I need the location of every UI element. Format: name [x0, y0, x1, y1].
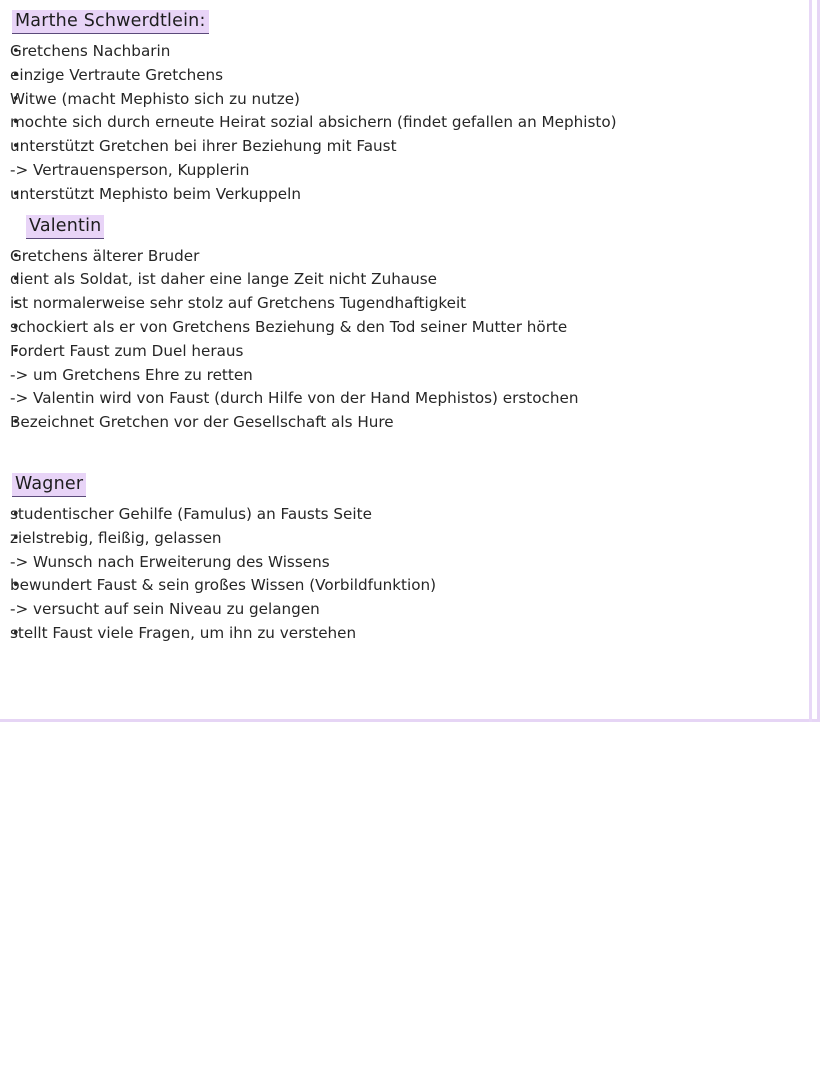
list-item: • bewundert Faust & sein großes Wissen (Vorbildfunktion) — [10, 574, 800, 598]
list-item-sub: -> Wunsch nach Erweiterung des Wissens — [10, 552, 330, 571]
note-content — [10, 10, 800, 646]
list-item-sub: -> Vertrauensperson, Kupplerin — [10, 160, 250, 179]
list-item-sub: -> Valentin wird von Faust (durch Hilfe von der Hand Mephistos) erstochen — [10, 389, 579, 408]
list-item: • mochte sich durch erneute Heirat sozial absichern (findet gefallen an Mephisto) — [10, 111, 800, 135]
list-item: • zielstrebig, fleißig, gelassen — [10, 527, 800, 551]
list-item: • dient als Soldat, ist daher eine lange Zeit nicht Zuhause — [10, 268, 800, 292]
list-item-sub: -> versucht auf sein Niveau zu gelangen — [10, 600, 320, 619]
section-heading-wagner: Wagner — [12, 473, 86, 497]
list-item: • Gretchens älterer Bruder — [10, 245, 800, 269]
list-item: • einzige Vertraute Gretchens — [10, 64, 800, 88]
spacer — [10, 435, 800, 473]
section-wagner — [10, 473, 800, 646]
list-item: • ist normalerweise sehr stolz auf Gretchens Tugendhaftigkeit — [10, 292, 800, 316]
section-heading-valentin: Valentin — [26, 215, 104, 239]
page-edge-accent — [809, 0, 812, 722]
section-heading-row — [26, 215, 800, 245]
section-heading-row — [12, 10, 800, 40]
section-heading-marthe-schwerdtlein: Marthe Schwerdtlein: — [12, 10, 209, 34]
list-item: • Witwe (macht Mephisto sich zu nutze) — [10, 88, 800, 112]
bullet-list-valentin — [10, 245, 800, 435]
list-item: • unterstützt Gretchen bei ihrer Beziehung mit Faust — [10, 135, 800, 159]
list-item: • schockiert als er von Gretchens Beziehung & den Tod seiner Mutter hörte — [10, 316, 800, 340]
section-valentin — [10, 215, 800, 435]
section-heading-row — [12, 473, 800, 503]
section-marthe-schwerdtlein — [10, 10, 800, 207]
list-item: • Gretchens Nachbarin — [10, 40, 800, 64]
bullet-list-wagner — [10, 503, 800, 646]
list-item: • unterstützt Mephisto beim Verkuppeln — [10, 183, 800, 207]
spacer — [10, 207, 800, 215]
list-item-sub: -> um Gretchens Ehre zu retten — [10, 365, 253, 384]
list-item: • Fordert Faust zum Duel heraus — [10, 340, 800, 364]
bullet-list-marthe-schwerdtlein — [10, 40, 800, 207]
list-item: • stellt Faust viele Fragen, um ihn zu verstehen — [10, 622, 800, 646]
list-item: • studentischer Gehilfe (Famulus) an Fausts Seite — [10, 503, 800, 527]
list-item: • Bezeichnet Gretchen vor der Gesellschaft als Hure — [10, 411, 800, 435]
